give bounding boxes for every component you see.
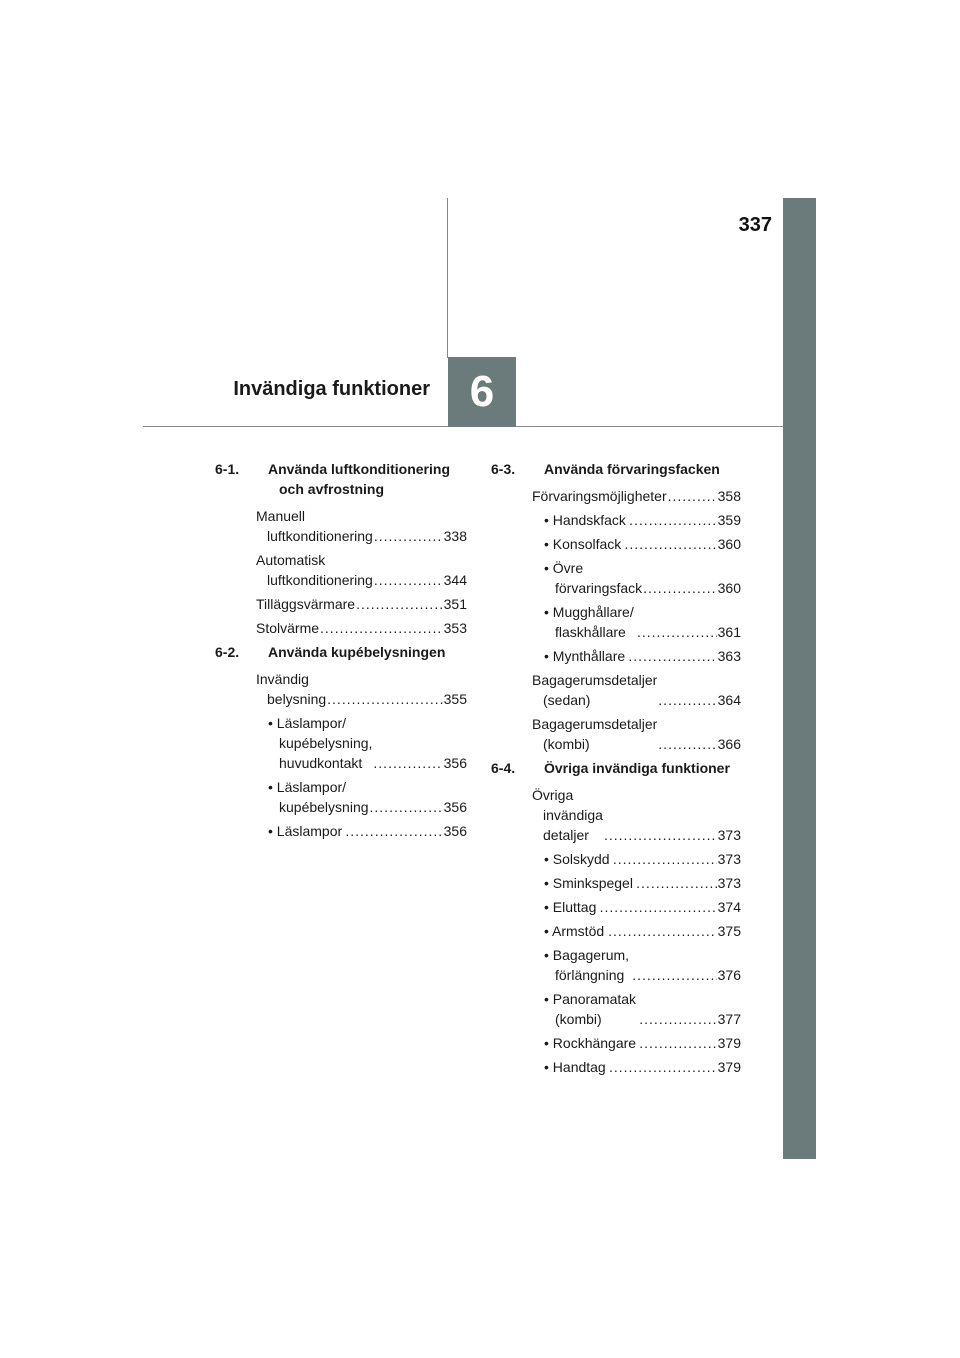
entry-label: • Rockhängare (544, 1035, 637, 1051)
dot-leader (632, 965, 716, 985)
entry-page-number: 379 (717, 1035, 741, 1051)
dot-leader (658, 690, 716, 710)
dot-leader (320, 618, 443, 638)
toc-subentry[interactable] (544, 989, 741, 1029)
entry-page-number: 344 (443, 572, 467, 588)
entry-label: • Mynthållare (544, 648, 626, 664)
entry-label: Stolvärme (256, 620, 320, 636)
dot-leader (608, 921, 717, 941)
toc-section-heading[interactable] (491, 758, 741, 778)
page-number: 337 (738, 214, 772, 236)
dot-leader (658, 734, 716, 754)
entry-label: • Armstöd (544, 923, 605, 939)
entry-page-number: 374 (717, 899, 741, 915)
entry-page-number: 360 (717, 536, 741, 552)
entry-label: • Läslampor (268, 823, 343, 839)
toc-section-heading[interactable] (215, 459, 467, 499)
dot-leader (636, 873, 716, 893)
chapter-number-box: 6 (448, 357, 516, 427)
dot-leader (643, 578, 717, 598)
toc-subentry[interactable] (544, 1033, 741, 1053)
dot-leader (628, 646, 716, 666)
toc-entry[interactable] (532, 486, 741, 506)
dot-leader (345, 821, 442, 841)
dot-leader (374, 570, 443, 590)
dot-leader (609, 1057, 717, 1077)
entry-page-number: 364 (717, 692, 741, 708)
entry-label: • Mugghållare/ flaskhållare (544, 604, 634, 640)
entry-page-number: 338 (443, 528, 467, 544)
entry-page-number: 373 (717, 827, 741, 843)
dot-leader (639, 1033, 716, 1053)
dot-leader (637, 622, 717, 642)
entry-page-number: 363 (717, 648, 741, 664)
dot-leader (374, 526, 443, 546)
toc-subentry[interactable] (544, 1057, 741, 1077)
toc-right-column (491, 459, 741, 1081)
entry-label: • Läslampor/ kupébelysning (268, 779, 369, 815)
entry-page-number: 361 (717, 624, 741, 640)
toc-entry[interactable] (532, 785, 741, 845)
toc-left-column (215, 459, 467, 845)
entry-label: • Handtag (544, 1059, 606, 1075)
entry-label: Automatisk luftkonditionering (256, 552, 373, 588)
dot-leader (639, 1009, 716, 1029)
toc-subentry[interactable] (544, 897, 741, 917)
section-title: Använda luftkonditionering och avfrostning (268, 461, 450, 497)
header-vertical-rule (447, 198, 448, 358)
entry-label: • Bagagerum, förlängning (544, 947, 630, 983)
entry-label: Förvaringsmöjligheter (532, 488, 667, 504)
toc-subentry[interactable] (544, 510, 741, 530)
section-title: Övriga invändiga funktioner (544, 760, 730, 776)
toc-subentry[interactable] (544, 945, 741, 985)
entry-page-number: 366 (717, 736, 741, 752)
entry-page-number: 379 (717, 1059, 741, 1075)
chapter-title: Invändiga funktioner (233, 378, 430, 400)
toc-subentry[interactable] (544, 558, 741, 598)
entry-page-number: 373 (717, 851, 741, 867)
toc-subentry[interactable] (268, 713, 467, 773)
dot-leader (624, 534, 716, 554)
entry-label: Invändig belysning (256, 671, 327, 707)
toc-section-heading[interactable] (491, 459, 741, 479)
entry-page-number: 376 (717, 967, 741, 983)
section-title: Använda kupébelysningen (268, 644, 446, 660)
dot-leader (604, 825, 717, 845)
dot-leader (668, 486, 717, 506)
entry-label: • Läslampor/ kupébelysning, huvudkontakt (268, 715, 373, 771)
toc-subentry[interactable] (544, 873, 741, 893)
dot-leader (373, 753, 442, 773)
entry-page-number: 360 (717, 580, 741, 596)
dot-leader (370, 797, 443, 817)
toc-entry[interactable] (256, 550, 467, 590)
dot-leader (600, 897, 717, 917)
entry-page-number: 351 (443, 596, 467, 612)
entry-label: • Konsolfack (544, 536, 622, 552)
entry-label: • Övre förvaringsfack (544, 560, 643, 596)
entry-page-number: 355 (443, 691, 467, 707)
entry-page-number: 373 (717, 875, 741, 891)
toc-entry[interactable] (532, 714, 741, 754)
section-number: 6-3. (491, 461, 516, 477)
toc-subentry[interactable] (268, 821, 467, 841)
entry-page-number: 359 (717, 512, 741, 528)
entry-page-number: 356 (443, 799, 467, 815)
chapter-side-tab (783, 198, 816, 1159)
entry-page-number: 356 (443, 823, 467, 839)
toc-subentry[interactable] (544, 534, 741, 554)
toc-subentry[interactable] (544, 646, 741, 666)
toc-subentry[interactable] (544, 602, 741, 642)
entry-label: Övriga invändiga detaljer (532, 787, 603, 843)
entry-page-number: 375 (717, 923, 741, 939)
entry-label: • Panoramatak (kombi) (544, 991, 637, 1027)
toc-subentry[interactable] (268, 777, 467, 817)
toc-section-heading[interactable] (215, 642, 467, 662)
entry-page-number: 377 (717, 1011, 741, 1027)
dot-leader (327, 689, 442, 709)
entry-label: Tilläggsvärmare (256, 596, 356, 612)
toc-entry[interactable] (256, 669, 467, 709)
entry-label: • Handskfack (544, 512, 626, 528)
entry-page-number: 356 (443, 755, 467, 771)
toc-entry[interactable] (256, 594, 467, 614)
entry-label: Bagagerumsdetaljer (sedan) (532, 672, 658, 708)
dot-leader (613, 849, 717, 869)
section-title: Använda förvaringsfacken (544, 461, 720, 477)
entry-label: Manuell luftkonditionering (256, 508, 373, 544)
section-number: 6-1. (215, 461, 240, 477)
toc-entry[interactable] (256, 618, 467, 638)
entry-label: • Solskydd (544, 851, 610, 867)
toc-subentry[interactable] (544, 849, 741, 869)
entry-label: Bagagerumsdetaljer (kombi) (532, 716, 658, 752)
entry-page-number: 353 (443, 620, 467, 636)
entry-page-number: 358 (717, 488, 741, 504)
toc-entry[interactable] (256, 506, 467, 546)
entry-label: • Eluttag (544, 899, 597, 915)
dot-leader (629, 510, 717, 530)
toc-entry[interactable] (532, 670, 741, 710)
section-number: 6-4. (491, 760, 516, 776)
dot-leader (356, 594, 443, 614)
section-number: 6-2. (215, 644, 240, 660)
entry-label: • Sminkspegel (544, 875, 633, 891)
toc-subentry[interactable] (544, 921, 741, 941)
